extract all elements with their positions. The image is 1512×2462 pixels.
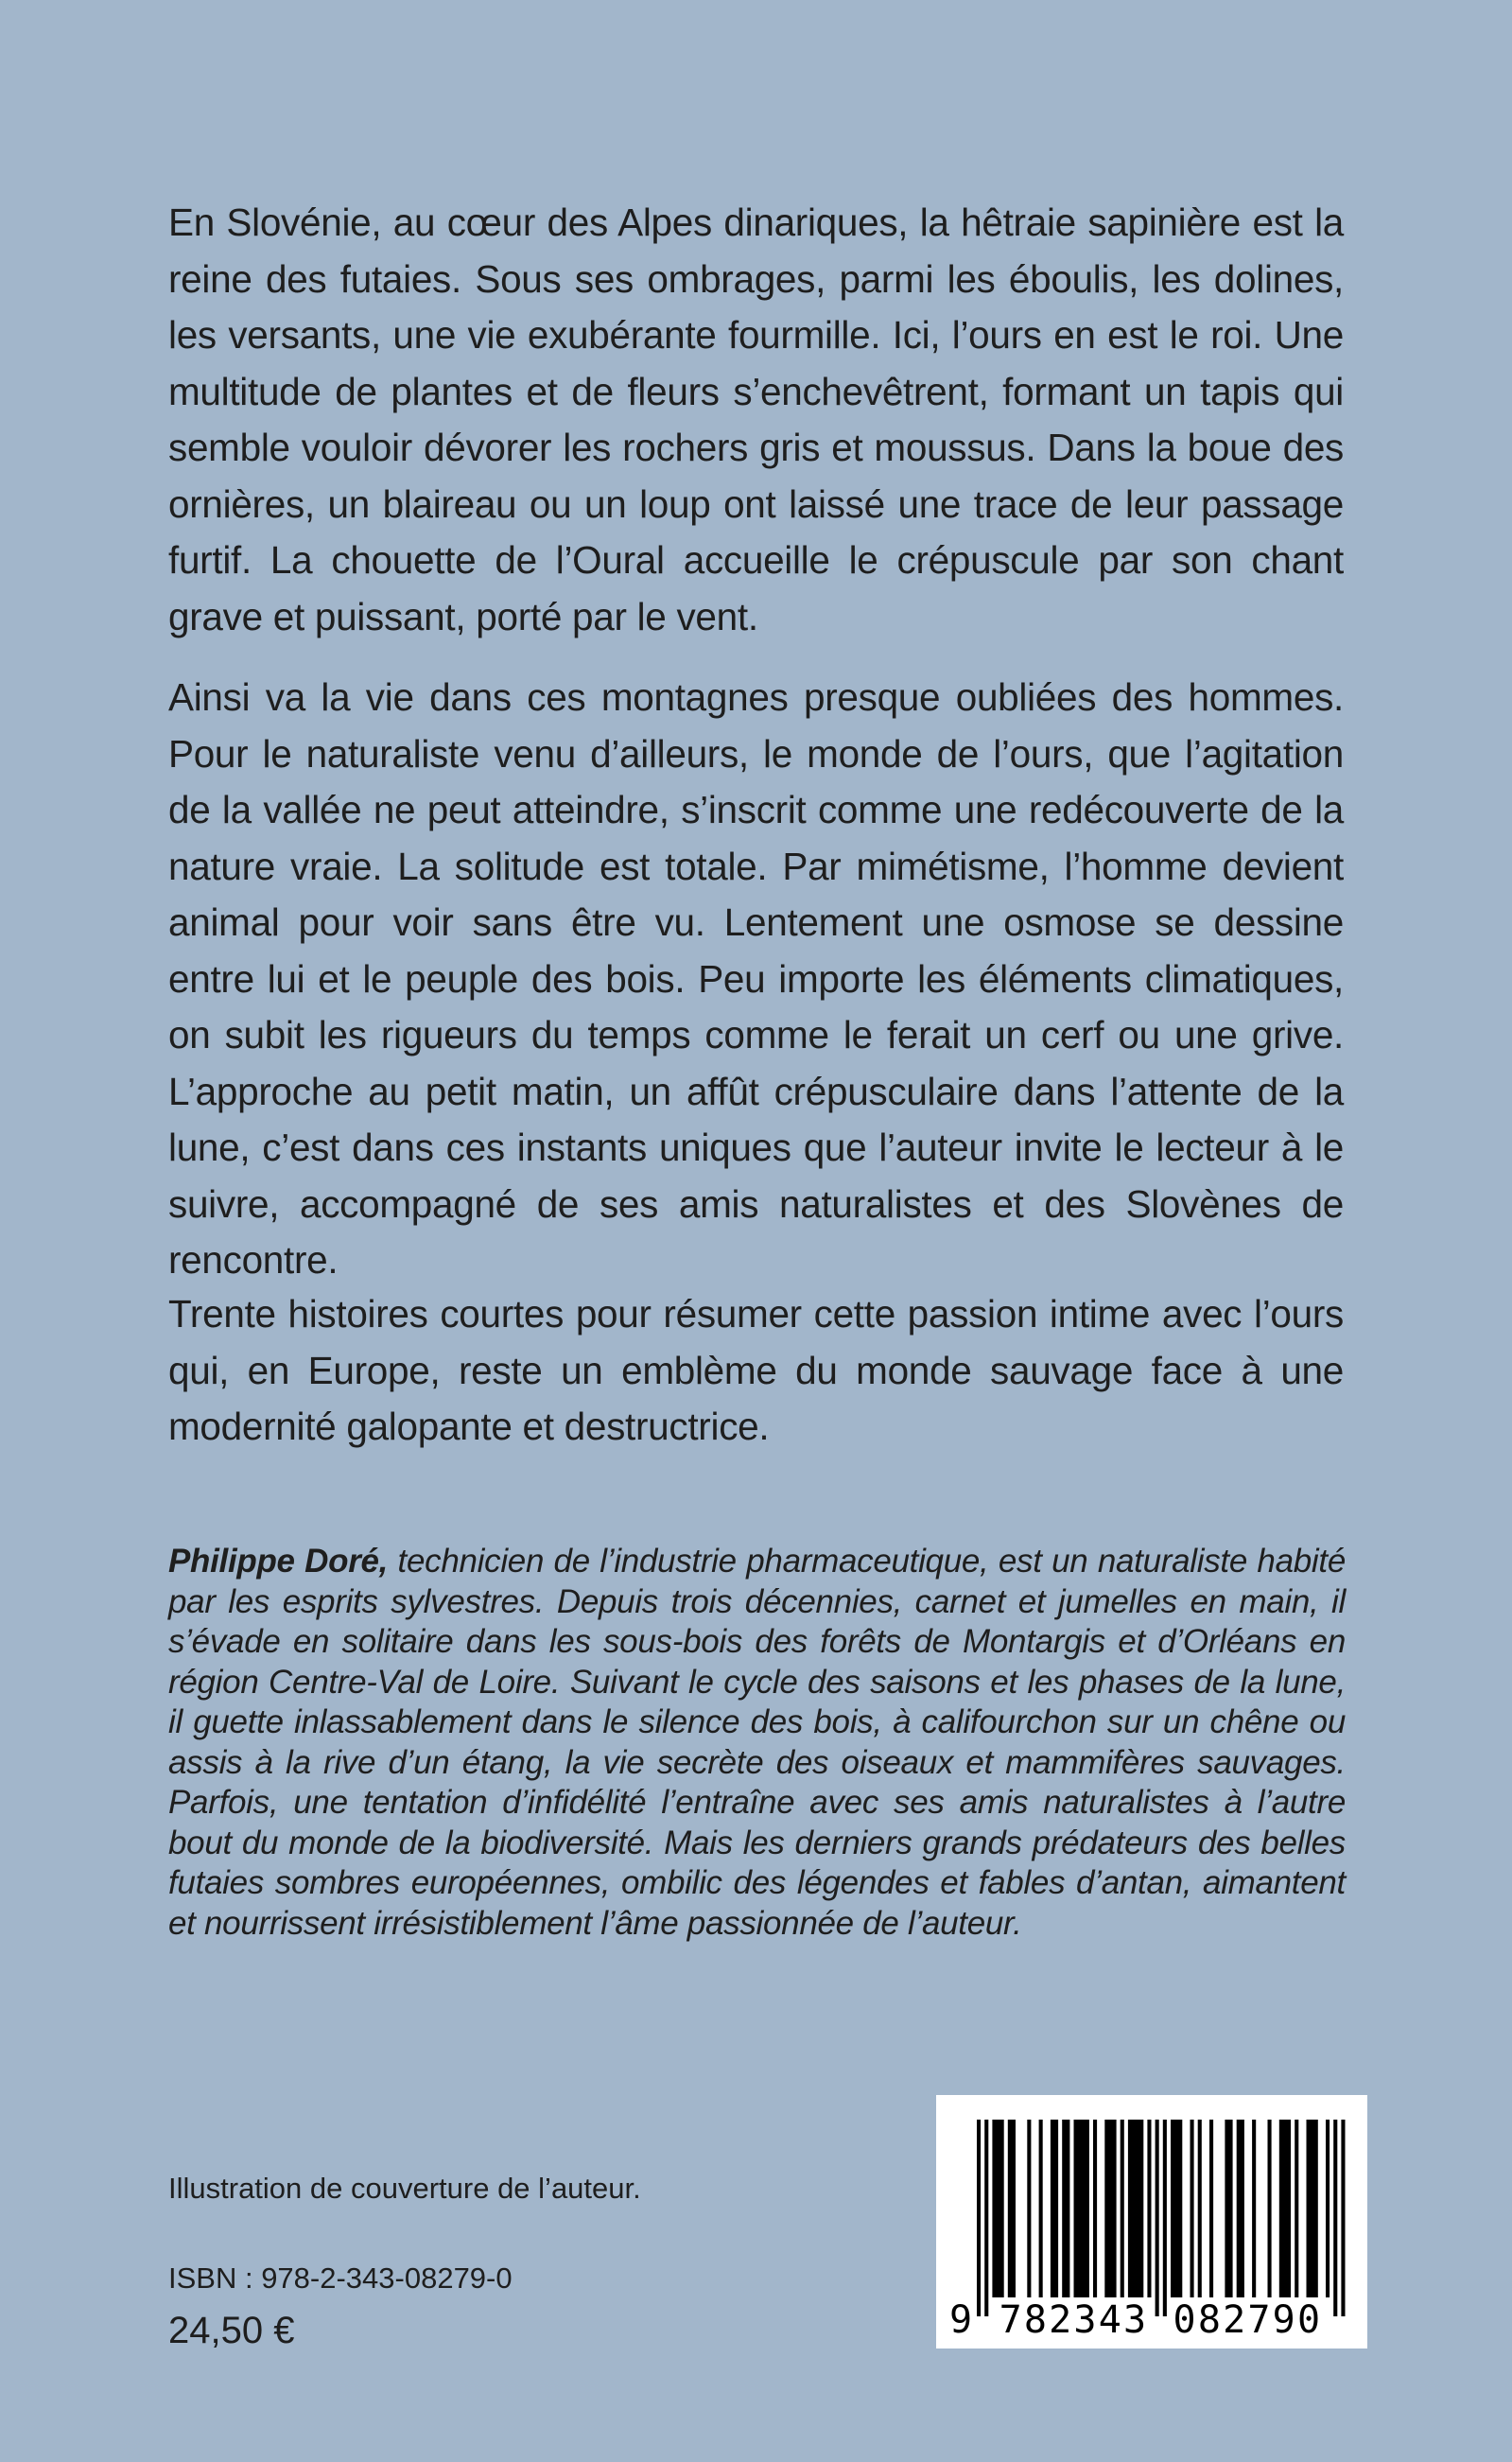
barcode-bar-23 xyxy=(1268,2120,1272,2297)
price: 24,50 € xyxy=(168,2310,295,2351)
barcode-bar-14 xyxy=(1156,2120,1159,2316)
description-paragraph-1: En Slovénie, au cœur des Alpes dinariques, la hêtraie sapinière est la reine des futaies. Sous ses ombrages, parmi les éboulis, les dolines, les versants, une vie exubérante fourmille. Ici, l’ours en est le roi. Une multitude de plantes et de fleurs s’enchevêtrent, formant un tapis qui semble vouloir dévorer les rochers gris et moussus. Dans la boue des ornières, un blaireau ou un loup ont laissé une trace de leur passage furtif. La chouette de l’Oural accueille le crépuscule par son chant grave et puissant, porté par le vent. xyxy=(168,201,1344,638)
barcode-bar-16 xyxy=(1171,2120,1182,2297)
barcode-bar-13 xyxy=(1147,2120,1151,2297)
barcode-bar-20 xyxy=(1225,2120,1232,2297)
barcode-bar-2 xyxy=(992,2120,1003,2297)
barcode-bar-9 xyxy=(1093,2120,1097,2297)
barcode-bar-12 xyxy=(1128,2120,1143,2297)
author-name: Philippe Doré, xyxy=(168,1543,389,1580)
barcode-bar-17 xyxy=(1190,2120,1194,2297)
description-paragraph-2: Ainsi va la vie dans ces montagnes presque oubliées des hommes. Pour le naturaliste venu d’ailleurs, le monde de l’ours, que l’agitation de la vallée ne peut atteindre, s’inscrit comme une redécouverte de la nature vraie. La solitude est totale. Par mimétisme, l’homme devient animal pour voir sans être vu. Lentement une osmose se dessine entre lui et le peuple des bois. Peu importe les éléments climatiques, on subit les rigueurs du temps comme le ferait un cerf ou une grive. L’approche au petit matin, un affût crépusculaire dans l’attente de la lune, c’est dans ces instants uniques que l’auteur invite le lecteur à le suivre, accompagné de ses amis naturalistes et des Slovènes de rencontre. xyxy=(168,675,1344,1282)
barcode-bar-22 xyxy=(1252,2120,1256,2297)
barcode-bar-5 xyxy=(1039,2120,1043,2297)
barcode-bar-28 xyxy=(1333,2120,1337,2316)
barcode-bar-4 xyxy=(1027,2120,1031,2297)
barcode-bar-19 xyxy=(1209,2120,1213,2297)
barcode-bar-24 xyxy=(1279,2120,1291,2297)
barcode-bar-25 xyxy=(1295,2120,1298,2297)
barcode-bar-6 xyxy=(1051,2120,1058,2297)
author-bio-text: technicien de l’industrie pharmaceutique, est un naturaliste habité par les esprits sylvestres. Depuis trois décennies, carnet et jumelles en main, il s’évade en solitaire dans les sous-bois des forêts de Montargis et d’Orléans en région Centre-Val de Loire. Suivant le cycle des saisons et les phases de la lune, il guette inlassablement dans le silence des bois, à califourchon sur un chêne ou assis à la rive d’un étang, la vie secrète des oiseaux et mammifères sauvages. Parfois, une tentation d’infidélité l’entraîne avec ses amis naturalistes à l’autre bout du monde de la biodiversité. Mais les derniers grands prédateurs des belles futaies sombres européennes, ombilic des légendes et fables d’antan, aimantent et nourrissent irrésistiblement l’âme passionnée de l’auteur. xyxy=(168,1543,1346,1942)
barcode-bar-29 xyxy=(1341,2120,1345,2316)
barcode-digits: 9 782343 082790 xyxy=(949,2298,1323,2342)
barcode-bar-1 xyxy=(984,2120,988,2316)
description-paragraph-3: Trente histoires courtes pour résumer cette passion intime avec l’ours qui, en Europe, reste un emblème du monde sauvage face à une modernité galopante et destructrice. xyxy=(168,1292,1344,1448)
isbn: ISBN : 978-2-343-08279-0 xyxy=(168,2261,513,2295)
barcode-bar-7 xyxy=(1062,2120,1069,2297)
illustration-credit: Illustration de couverture de l’auteur. xyxy=(168,2172,641,2205)
barcode-bar-15 xyxy=(1163,2120,1167,2316)
barcode-bar-26 xyxy=(1307,2120,1318,2297)
barcode-bar-0 xyxy=(977,2120,981,2316)
barcode-bar-8 xyxy=(1074,2120,1089,2297)
barcode-bar-10 xyxy=(1104,2120,1116,2297)
barcode xyxy=(936,2095,1367,2349)
barcode-bar-11 xyxy=(1121,2120,1124,2297)
barcode-bar-21 xyxy=(1237,2120,1244,2297)
barcode-bar-18 xyxy=(1198,2120,1202,2297)
barcode-bar-3 xyxy=(1008,2120,1016,2297)
barcode-bar-27 xyxy=(1326,2120,1330,2297)
author-bio xyxy=(168,1542,1346,1944)
